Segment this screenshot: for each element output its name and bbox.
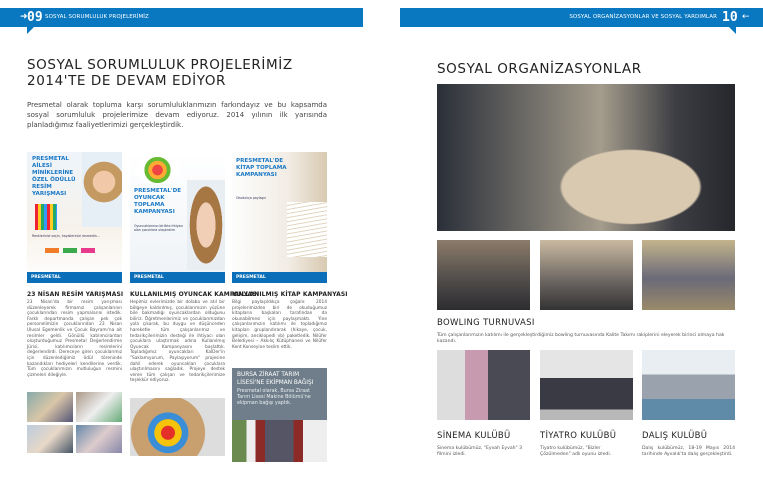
books-image xyxy=(287,202,327,257)
theatre-photo xyxy=(540,350,633,420)
bowling-photo xyxy=(437,240,530,310)
diving-photo xyxy=(642,350,735,420)
callout-text: Presmetal olarak, Bursa Ziraat Tarım Lisesi Makine Bölümü'ne ekipman bağışı yaptık. xyxy=(237,389,311,407)
callout-title: BURSA ZİRAAT TARIM LİSESİ'NE EKİPMAN BAĞIŞI xyxy=(237,372,314,386)
poster-brand: PRESMETAL xyxy=(232,272,327,283)
pencils-image xyxy=(35,204,57,230)
bowling-heading: BOWLING TURNUVASI xyxy=(437,318,535,328)
girl-photo xyxy=(82,152,122,227)
column-text: 23 Nisan'da bir resim yarışması düzenleyerek firmamız çalışanlarının çocuklarından resim yapmalarını istedik. Farklı departmanda çalışan pek çok personelimizin çocuklarından 23 Nisan Ulusal Egemenlik ve Çocuk Bayramı'na ait resimler geldi. Gönüllü katılımcılardan oluşturduğumuz Presmetal Değerlendirme Jürisi, katılımcıların resimlerini değerlendirdi. Dereceye giren çocuklarımız için düzenlediğimiz ödül töreninde kazandıkları hediyeleri kendilerine verdik. Tüm çocuklarımızın mutluluğun resmini çizmeleri dileğiyle. xyxy=(27,300,122,378)
poster-tagline: Oyuncaklarınızı birlikte ihtiyacı olan çocuklara ulaştıralım xyxy=(134,224,184,232)
bowling-photo xyxy=(642,240,735,310)
header-notch xyxy=(27,27,34,34)
bowling-text: Tüm çalışanlarımızın katılımı ile gerçekleştirdiğimiz bowling turnuvasında Kalite Takımı rakiplerini eleyerek birinci olmaya hak kazandı. xyxy=(437,333,725,344)
club-text: Dalış kulübümüz, 18-19 Mayıs 2014 tarihinde Ayvalık'ta dalış gerçekleştirdi. xyxy=(642,446,735,457)
section-label: SOSYAL SORUMLULUK PROJELERİMİZ xyxy=(45,14,149,20)
poster-tagline: Renklerinizi seçin, hayallerinizi resmedin... xyxy=(32,234,100,238)
left-header-bar xyxy=(0,8,363,27)
poster-toy-campaign xyxy=(130,152,225,283)
header-notch xyxy=(729,27,736,34)
poster-brand: PRESMETAL xyxy=(27,272,122,283)
section-label: SOSYAL ORGANİZASYONLAR VE SOSYAL YARDIMLAR xyxy=(569,14,717,20)
event-photo xyxy=(27,425,73,453)
girl-photo xyxy=(187,180,225,270)
intro-paragraph: Presmetal olarak topluma karşı sorumluluklarımızın farkındayız ve bu kapsamda sosyal sorumluluk projelerimize devam ediyoruz. 2014 yılının ilk yarısında planladığımız faaliyetlerimizi gerçekleştirdik. xyxy=(27,101,327,129)
school-photo xyxy=(232,420,327,462)
poster-title: PRESMETAL'DE KİTAP TOPLAMA KAMPANYASI xyxy=(236,158,287,178)
column-text: Bilgi paylaşıldıkça çoğalır. 2014 projelerimizden biri de okuduğumuz kitapların başkaları tarafından da okunabilmesi için paylaşmaktı. Yine çalışanlarımızın katılımı ile topladığımız kitapları gruplandırarak (hikaye, çocuk, gelişim, ansiklopedi vb) paketledik. Nilüfer Belediyesi – Akkılıç Kütüphanesi ve Nilüfer Kent Konseyine teslim ettik. xyxy=(232,300,327,350)
toys-image xyxy=(135,157,180,183)
column-heading: 23 NİSAN RESİM YARIŞMASI xyxy=(27,291,124,298)
page-number: 10 xyxy=(722,10,738,25)
event-photo xyxy=(76,425,122,453)
cinema-photo xyxy=(437,350,530,420)
page-number: 09 xyxy=(27,10,43,25)
arrow-right-icon: ➜ xyxy=(20,12,28,22)
page-title xyxy=(27,57,293,89)
column-text: Hepimiz evlerimizde bir dolaba ve atıl bir bölgeye kaldırılmış, çocuklarımızın yüzüne bile bakmadığı oyuncaklardan olduğunu biliriz. Öğretmenlerimiz ve çocuklarımızdan yola çıkarak, bu duygu ve düşünceden hareketle tüm çalışanlarımız ve tedarikçilerimizin desteği ile ihtiyacı olan çocuklara ulaştırmak adına Kullanılmış Oyuncak Kampanyasını başlattık. Topladığımız oyuncakları KalDer'in "Saklamıyorum, Paylaşıyorum" projesine dahil ederek oyuncakları çocuklara ulaştırılmasını sağladık. Projeye destek veren tüm çalışan ve tedarikçilerimize teşekkür ediyoruz. xyxy=(130,300,225,384)
event-photo xyxy=(27,392,73,422)
poster-title: PRESMETAL AİLESİ MİNİKLERİNE ÖZEL ÖDÜLLÜ RESİM YARIŞMASI xyxy=(32,156,76,197)
toys-donation-photo xyxy=(130,398,225,456)
right-header-bar xyxy=(400,8,763,27)
poster-book-campaign xyxy=(232,152,327,283)
club-heading: DALIŞ KULÜBÜ xyxy=(642,431,708,441)
poster-tagline: Okudukça paylaşın xyxy=(236,196,267,200)
poster-brand: PRESMETAL xyxy=(130,272,225,283)
club-heading: TİYATRO KULÜBÜ xyxy=(540,431,617,441)
club-text: Sinema kulübümüz, "Eyvah Eyvah" 3 filmini izledi. xyxy=(437,446,523,457)
club-text: Tiyatro kulübümüz, "Bizler Çözülmeden" adlı oyunu izledi. xyxy=(540,446,612,457)
donation-callout xyxy=(232,368,327,420)
page-title: SOSYAL ORGANİZASYONLAR xyxy=(437,61,642,77)
event-photo xyxy=(76,392,122,422)
column-heading: KULLANILMIŞ OYUNCAK KAMPANYASI xyxy=(130,291,260,298)
poster-title: PRESMETAL'DE OYUNCAK TOPLAMA KAMPANYASI xyxy=(134,188,182,215)
dinner-event-photo xyxy=(437,84,735,231)
title-line-1: SOSYAL SORUMLULUK PROJELERİMİZ xyxy=(27,57,293,73)
bowling-photo xyxy=(540,240,633,310)
column-heading: KULLANILMIŞ KİTAP KAMPANYASI xyxy=(232,291,348,298)
poster-drawing-contest xyxy=(27,152,122,283)
club-heading: SİNEMA KULÜBÜ xyxy=(437,431,511,441)
arrow-left-icon: ← xyxy=(742,12,750,22)
title-line-2: 2014'TE DE DEVAM EDİYOR xyxy=(27,73,227,89)
